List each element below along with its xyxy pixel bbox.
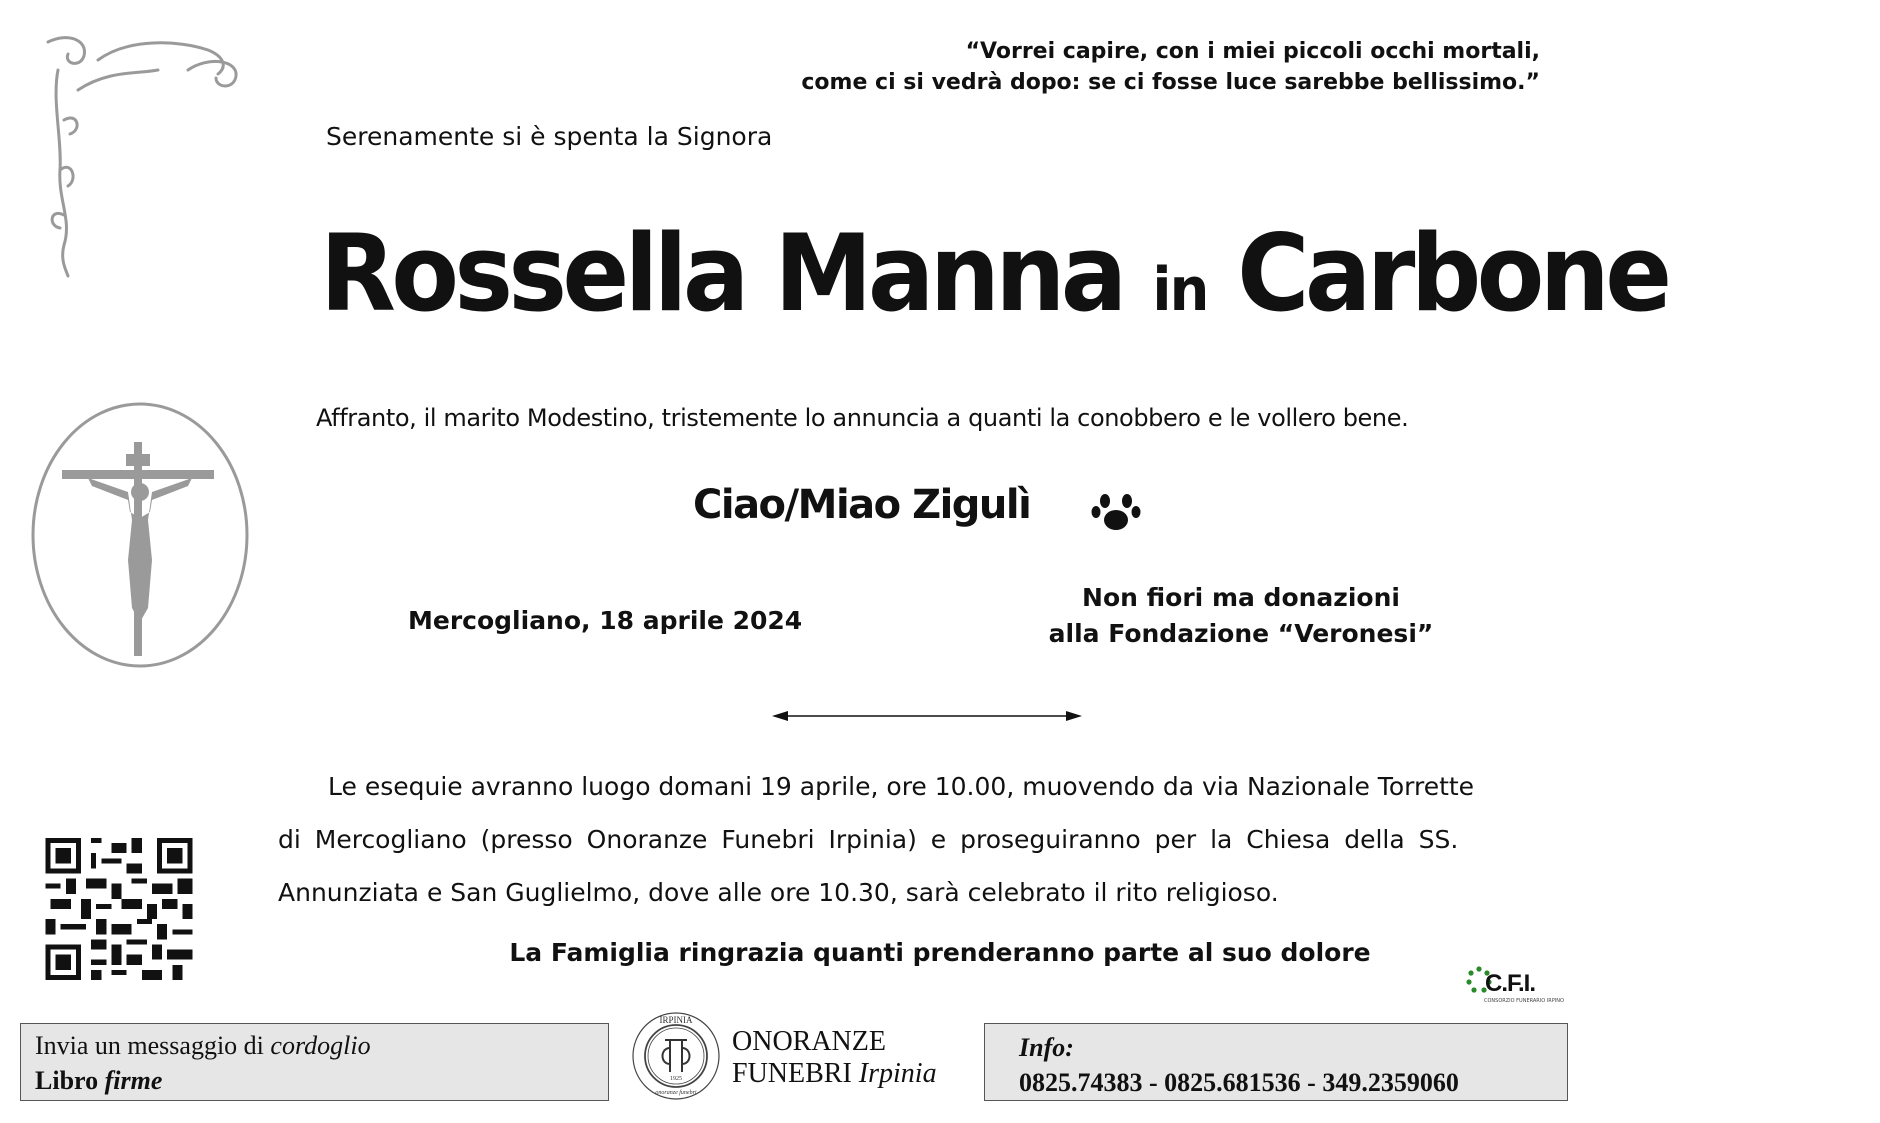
family-thanks: La Famiglia ringrazia quanti prenderanno parte al suo dolore	[509, 938, 1371, 967]
deceased-married-name: Carbone	[1237, 212, 1668, 335]
deceased-first-name: Rossella Manna	[320, 212, 1123, 335]
funeral-line: di Mercogliano (presso Onoranze Funebri Irpinia) e proseguiranno per la Chiesa della SS.	[278, 825, 1459, 854]
funeral-home-word: FUNEBRI	[732, 1058, 859, 1089]
condolence-box[interactable]	[20, 1023, 609, 1101]
info-label: Info:	[1019, 1033, 1074, 1062]
funeral-home-line: ONORANZE	[732, 1026, 886, 1057]
condolence-label: Invia un messaggio di	[35, 1031, 271, 1060]
seal-year: 1925	[670, 1076, 682, 1082]
donation-note	[1046, 580, 1436, 652]
guestbook-label: Libro	[35, 1066, 105, 1095]
info-box	[984, 1023, 1568, 1101]
paw-icon	[1091, 488, 1141, 534]
epigraph-quote	[780, 36, 1540, 98]
funeral-home-name	[732, 1026, 937, 1090]
name-connector: in	[1152, 255, 1208, 325]
phone-numbers[interactable]: 0825.74383 - 0825.681536 - 349.2359060	[1019, 1068, 1459, 1097]
funeral-home-word-em: Irpinia	[858, 1058, 937, 1089]
cfi-logo-subtitle: CONSORZIO FUNERARIO IRPINO	[1484, 998, 1564, 1004]
deceased-name	[320, 212, 1667, 335]
quote-line: “Vorrei capire, con i miei piccoli occhi mortali,	[965, 39, 1540, 64]
seal-bottom-text: onoranze funebri	[655, 1090, 697, 1096]
funeral-line: Le esequie avranno luogo domani 19 aprile, ore 10.00, muovendo da via Nazionale Torrette	[328, 772, 1475, 801]
farewell-text: Ciao/Miao Zigulì	[693, 482, 1031, 528]
quote-line: come ci si vedrà dopo: se ci fosse luce sarebbe bellissimo.”	[801, 70, 1540, 95]
place-date: Mercogliano, 18 aprile 2024	[408, 606, 803, 635]
announcement: Affranto, il marito Modestino, tristemente lo annuncia a quanti la conobbero e le vollero bene.	[316, 404, 1409, 432]
corner-ornament	[38, 30, 248, 285]
donation-line: alla Fondazione “Veronesi”	[1048, 619, 1434, 648]
divider-arrow	[772, 708, 1082, 724]
send-condolence-link[interactable]	[35, 1028, 594, 1063]
funeral-details	[278, 760, 1568, 919]
cfi-logo-text: C.F.I.	[1485, 970, 1536, 997]
intro-text: Serenamente si è spenta la Signora	[326, 122, 773, 151]
seal-top-text: IRPINIA	[659, 1015, 693, 1025]
funeral-home-seal	[630, 1010, 722, 1102]
donation-line: Non fiori ma donazioni	[1082, 583, 1400, 612]
funeral-home-line2	[732, 1058, 937, 1090]
funeral-line: Annunziata e San Guglielmo, dove alle ore 10.30, sarà celebrato il rito religioso.	[278, 878, 1279, 907]
crucifix-icon	[28, 400, 252, 670]
guestbook-label-em: firme	[104, 1066, 163, 1095]
guestbook-link[interactable]	[35, 1063, 594, 1098]
condolence-label-em: cordoglio	[270, 1031, 371, 1060]
